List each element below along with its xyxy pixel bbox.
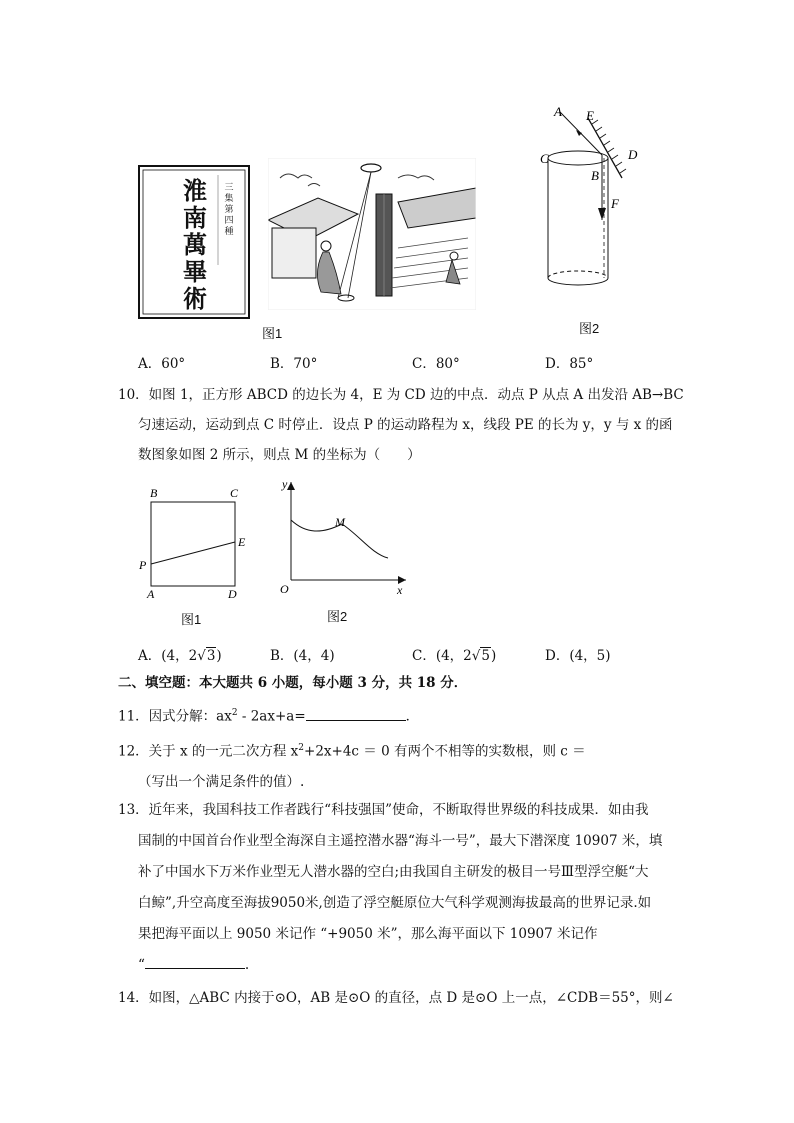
book-title-char: 萬 xyxy=(183,230,207,259)
figure-caption: 图2 xyxy=(327,609,348,624)
q13-line: 白鲸”,升空高度至海拔9050米,创造了浮空艇原位大气科学观测海拔最高的世界记录.如 xyxy=(138,895,652,911)
label-o: O xyxy=(280,582,289,596)
book-title-char: 南 xyxy=(183,203,207,232)
book-series-char: 四 xyxy=(224,216,234,226)
figure-caption: 图1 xyxy=(181,612,202,627)
cylinder-diagram xyxy=(536,100,646,300)
figure-caption: 图1 xyxy=(262,326,283,341)
q10-option-c: C．(4，2√5) xyxy=(412,648,497,664)
square-diagram xyxy=(136,484,256,604)
answer-blank[interactable] xyxy=(145,954,245,969)
question-13 xyxy=(118,795,678,981)
book-series-char: 第 xyxy=(224,205,234,215)
option-text: C．(4，2 xyxy=(412,648,472,664)
sqrt-radicand: 5 xyxy=(481,648,490,664)
label-x: x xyxy=(397,583,403,597)
q11-text: 11．因式分解：ax xyxy=(118,708,232,725)
q13-text: “ xyxy=(138,957,145,973)
q13-line: 果把海平面以上 9050 米记作 “+9050 米”，那么海平面以下 10907 米记作 xyxy=(138,926,598,942)
q14-line: 14．如图，△ABC 内接于⊙O，AB 是⊙O 的直径，点 D 是⊙O 上一点，∠CDB＝55°，则∠ xyxy=(118,990,674,1006)
q13-line: 13．近年来，我国科技工作者践行“科技强国”使命，不断取得世界级的科技成果．如由我 xyxy=(118,802,649,818)
book-title-char: 淮 xyxy=(183,176,207,205)
label-c: C xyxy=(230,486,239,500)
option-text: ) xyxy=(216,648,222,664)
label-d: D xyxy=(228,587,237,601)
answer-blank[interactable] xyxy=(306,706,406,721)
label-b: B xyxy=(591,168,599,183)
q10-line: 10．如图 1，正方形 ABCD 的边长为 4，E 为 CD 边的中点．动点 P 从点 A 出发沿 AB→BC xyxy=(118,387,684,403)
q10-option-d: D．(4，5) xyxy=(545,648,611,664)
book-title-char: 術 xyxy=(183,284,207,313)
q13-line: 国制的中国首台作业型全海深自主遥控潜水器“海斗一号”，最大下潜深度 10907 米，填 xyxy=(138,833,663,849)
label-p: P xyxy=(139,558,147,572)
q11-text: - 2ax+a= xyxy=(237,708,306,725)
book-series-char: 種 xyxy=(224,227,234,237)
q13-line: 补了中国水下万米作业型无人潜水器的空白;由我国自主研发的极目一号Ⅲ型浮空艇“大 xyxy=(138,864,649,880)
q11-end: ． xyxy=(405,708,420,725)
sqrt-radicand: 3 xyxy=(206,648,216,664)
q12-text: +2x+4c ＝ 0 有两个不相等的实数根，则 c ＝ xyxy=(304,743,586,760)
label-f: F xyxy=(611,196,619,211)
q10-option-b: B．(4，4) xyxy=(270,648,335,664)
label-b: B xyxy=(150,486,158,500)
q9-option-a: A．60° xyxy=(138,356,186,372)
question-12 xyxy=(118,733,678,797)
label-c: C xyxy=(540,151,549,166)
q11-exponent: 2 xyxy=(231,708,238,718)
label-a: A xyxy=(147,587,155,601)
label-m: M xyxy=(335,515,345,529)
book-series-char: 三 xyxy=(224,183,234,193)
q9-option-b: B．70° xyxy=(270,356,318,372)
label-d: D xyxy=(628,147,638,162)
option-text: ) xyxy=(490,648,497,664)
question-14 xyxy=(118,983,678,1013)
label-e: E xyxy=(586,108,594,123)
q12-text: 12．关于 x 的一元二次方程 x xyxy=(118,743,299,760)
section-heading: 二、填空题：本大题共 6 小题，每小题 3 分，共 18 分． xyxy=(118,675,468,691)
q9-option-c: C．80° xyxy=(412,356,460,372)
book-title-char: 畢 xyxy=(183,257,207,286)
figure-caption: 图2 xyxy=(579,321,600,336)
label-y: y xyxy=(282,477,288,491)
question-11 xyxy=(118,698,678,732)
q10-line: 匀速运动，运动到点 C 时停止．设点 P 的运动路程为 x，线段 PE 的长为 y，y 与 x 的函 xyxy=(138,417,673,433)
ancient-illustration-image xyxy=(268,158,476,310)
question-10 xyxy=(118,380,684,470)
q12-exponent: 2 xyxy=(298,743,305,753)
book-series-char: 集 xyxy=(224,194,234,204)
q13-text: . xyxy=(244,957,250,973)
label-e: E xyxy=(238,535,246,549)
book-cover-image xyxy=(138,165,250,319)
q12-line: （写出一个满足条件的值）. xyxy=(138,773,305,790)
option-text: A．(4，2 xyxy=(138,648,198,664)
function-graph xyxy=(272,476,412,598)
q9-option-d: D．85° xyxy=(545,356,594,372)
q10-line: 数图象如图 2 所示，则点 M 的坐标为（ ） xyxy=(138,447,421,463)
label-a: A xyxy=(554,104,562,119)
q10-option-a: A．(4，2√3) xyxy=(138,648,222,664)
